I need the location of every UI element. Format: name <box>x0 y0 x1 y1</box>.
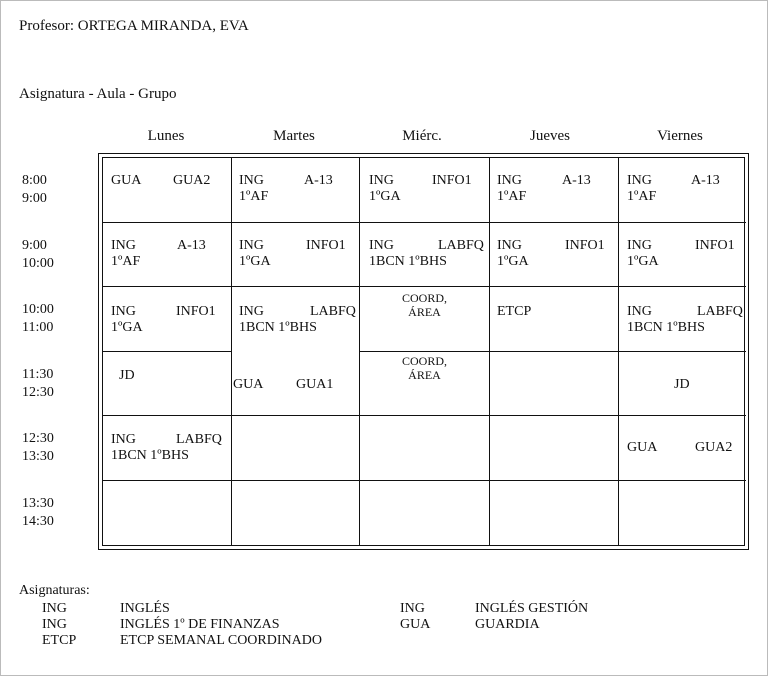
day-header-jueves: Jueves <box>530 128 570 144</box>
time-slot-1: 8:00 9:00 <box>22 173 47 206</box>
schedule-subtitle: Asignatura - Aula - Grupo <box>19 86 177 102</box>
schedule-cell: ING INFO1 1ºGA <box>497 238 605 269</box>
schedule-cell: ING A-13 1ºAF <box>627 173 720 204</box>
legend-name: INGLÉS GESTIÓN <box>475 601 589 616</box>
schedule-cell: ING LABFQ 1BCN 1ºBHS <box>627 304 743 335</box>
schedule-cell: ING A-13 1ºAF <box>239 173 333 204</box>
timetable-grid <box>98 153 749 550</box>
day-header-viernes: Viernes <box>657 128 703 144</box>
day-header-miercoles: Miérc. <box>402 128 442 144</box>
schedule-cell-coordination: COORD, ÁREA <box>401 291 447 319</box>
day-header-lunes: Lunes <box>147 128 185 144</box>
time-slot-4: 11:30 12:30 <box>22 367 54 400</box>
legend-code: ING <box>42 601 67 616</box>
schedule-cell: ING INFO1 1ºGA <box>239 238 346 269</box>
time-slot-3: 10:00 11:00 <box>22 302 54 335</box>
schedule-cell: ING A-13 1ºAF <box>111 238 206 269</box>
schedule-cell: ING INFO1 1ºGA <box>627 238 735 269</box>
legend-title: Asignaturas: <box>19 583 90 598</box>
legend-code: GUA <box>400 617 431 632</box>
grid-row-divider <box>103 480 746 481</box>
legend-name: INGLÉS <box>120 601 170 616</box>
schedule-cell: ING LABFQ 1BCN 1ºBHS <box>369 238 484 269</box>
legend-code: ING <box>400 601 425 616</box>
schedule-cell: ING INFO1 1ºGA <box>369 173 472 204</box>
schedule-cell: GUA GUA1 <box>233 377 334 392</box>
legend-name: INGLÉS 1º DE FINANZAS <box>120 617 280 632</box>
time-slot-6: 13:30 14:30 <box>22 496 54 529</box>
schedule-cell: ING A-13 1ºAF <box>497 173 591 204</box>
schedule-cell: ING LABFQ 1BCN 1ºBHS <box>111 432 222 463</box>
legend-name: GUARDIA <box>475 617 540 632</box>
schedule-cell: ING INFO1 1ºGA <box>111 304 216 335</box>
teacher-name: Profesor: ORTEGA MIRANDA, EVA <box>19 18 249 34</box>
time-slot-5: 12:30 13:30 <box>22 431 54 464</box>
timetable-inner <box>102 157 745 546</box>
day-header-martes: Martes <box>273 128 315 144</box>
schedule-cell-coordination: COORD, ÁREA <box>401 354 447 382</box>
legend-code: ING <box>42 617 67 632</box>
schedule-cell: JD <box>119 368 135 383</box>
schedule-cell: GUA GUA2 <box>627 440 733 455</box>
schedule-cell: JD <box>674 377 690 392</box>
schedule-cell: ETCP <box>497 304 532 319</box>
schedule-cell: GUA GUA2 <box>111 173 211 188</box>
legend-code: ETCP <box>42 633 77 648</box>
schedule-cell: ING LABFQ 1BCN 1ºBHS <box>239 304 356 335</box>
legend-name: ETCP SEMANAL COORDINADO <box>120 633 322 648</box>
time-slot-2: 9:00 10:00 <box>22 238 54 271</box>
